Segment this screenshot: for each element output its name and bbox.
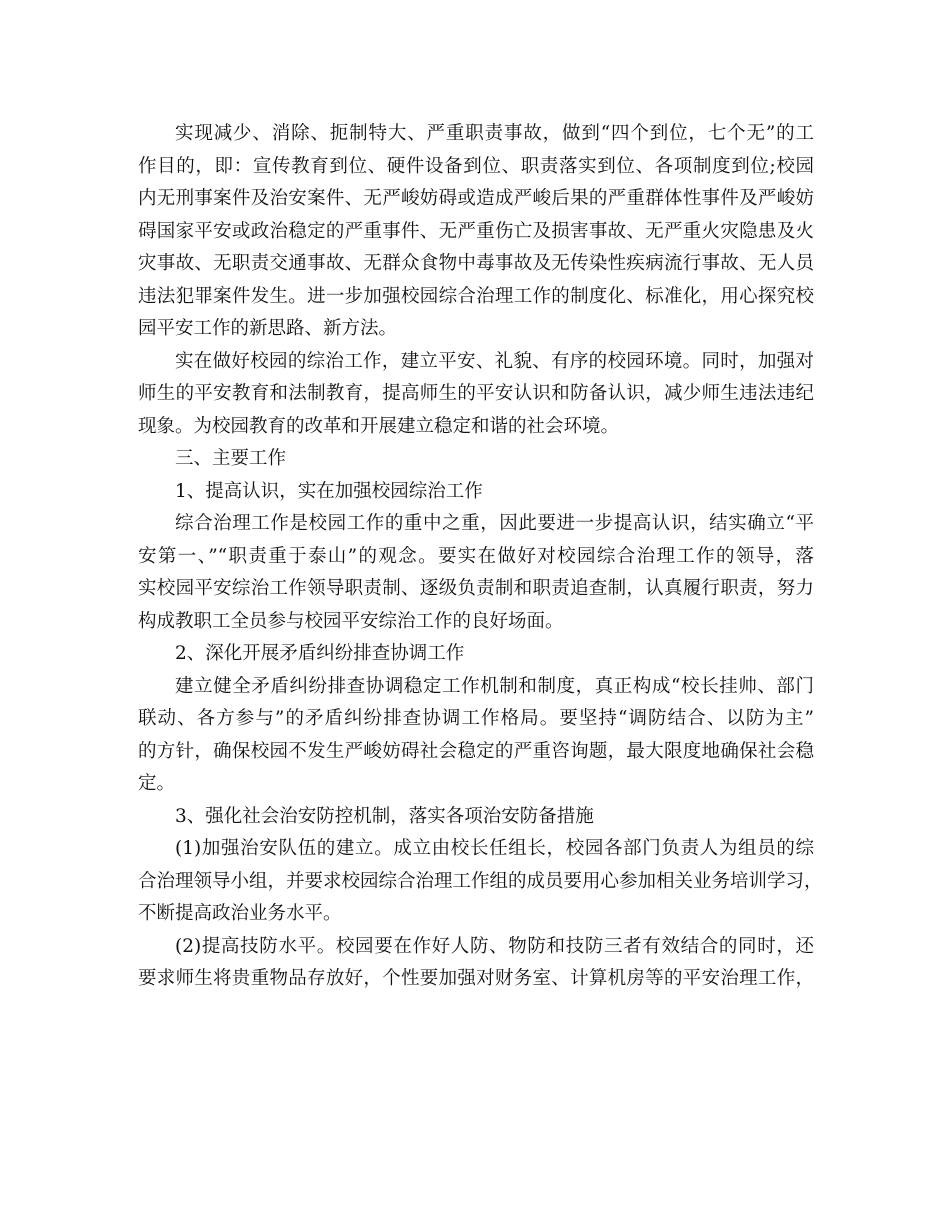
text-line: 的方针，确保校园不发生严峻妨碍社会稳定的严重咨询题，最大限度地确保社会稳 (138, 740, 814, 762)
text-line: (2)提高技防水平。校园要在作好人防、物防和技防三者有效结合的同时，还 (175, 935, 814, 957)
text-line: 灾事故、无职责交通事故、无群众食物中毒事故及无传染性疾病流行事故、无人员 (138, 253, 814, 274)
text-line: 现象。为校园教育的改革和开展建立稳定和谐的社会环境。 (138, 415, 620, 437)
text-line: 综合治理工作是校园工作的重中之重，因此要进一步提高认识，结实确立“平 (175, 513, 814, 534)
text-line: 实在做好校园的综治工作，建立平安、礼貌、有序的校园环境。同时，加强对 (175, 350, 814, 372)
text-line: 不断提高政治业务水平。 (138, 903, 342, 924)
text-line: 作目的，即：宣传教育到位、硬件设备到位、职责落实到位、各项制度到位;校园 (138, 155, 814, 177)
document-body (138, 118, 823, 996)
text-line: 合治理领导小组，并要求校园综合治理工作组的成员要用心参加相关业务培训学习， (138, 870, 823, 892)
text-line: 1、提高认识，实在加强校园综治工作 (175, 480, 483, 502)
text-line: 内无刑事案件及治安案件、无严峻妨碍或造成严峻后果的严重群体性事件及严峻妨 (138, 188, 814, 209)
text-line: 定。 (138, 773, 176, 794)
text-line: 要求师生将贵重物品存放好，个性要加强对财务室、计算机房等的平安治理工作， (138, 968, 814, 989)
text-line: 违法犯罪案件发生。进一步加强校园综合治理工作的制度化、标准化，用心探究校 (138, 285, 814, 307)
text-line: 3、强化社会治安防控机制，落实各项治安防备措施 (175, 805, 594, 827)
text-line: 实校园平安综治工作领导职责制、逐级负责制和职责追查制，认真履行职责，努力 (138, 578, 814, 599)
text-line: 碍国家平安或政治稳定的严重事件、无严重伤亡及损害事故、无严重火灾隐患及火 (138, 220, 814, 242)
text-line: 2、深化开展矛盾纠纷排查协调工作 (175, 643, 465, 664)
text-line: (1)加强治安队伍的建立。成立由校长任组长，校园各部门负责人为组员的综 (175, 838, 814, 859)
text-line: 实现减少、消除、扼制特大、严重职责事故，做到“四个到位，七个无”的工 (175, 123, 814, 144)
text-line: 建立健全矛盾纠纷排查协调稳定工作机制和制度，真正构成“校长挂帅、部门 (175, 675, 814, 697)
text-line: 园平安工作的新思路、新方法。 (138, 318, 398, 339)
text-line: 安第一、”“职责重于泰山”的观念。要实在做好对校园综合治理工作的领导，落 (138, 545, 814, 567)
text-line: 师生的平安教育和法制教育，提高师生的平安认识和防备认识，减少师生违法违纪 (138, 383, 814, 404)
text-line: 联动、各方参与”的矛盾纠纷排查协调工作格局。要坚持“调防结合、以防为主” (138, 708, 814, 729)
text-line: 构成教职工全员参与校园平安综治工作的良好场面。 (138, 610, 564, 632)
text-line: 三、主要工作 (175, 448, 287, 469)
